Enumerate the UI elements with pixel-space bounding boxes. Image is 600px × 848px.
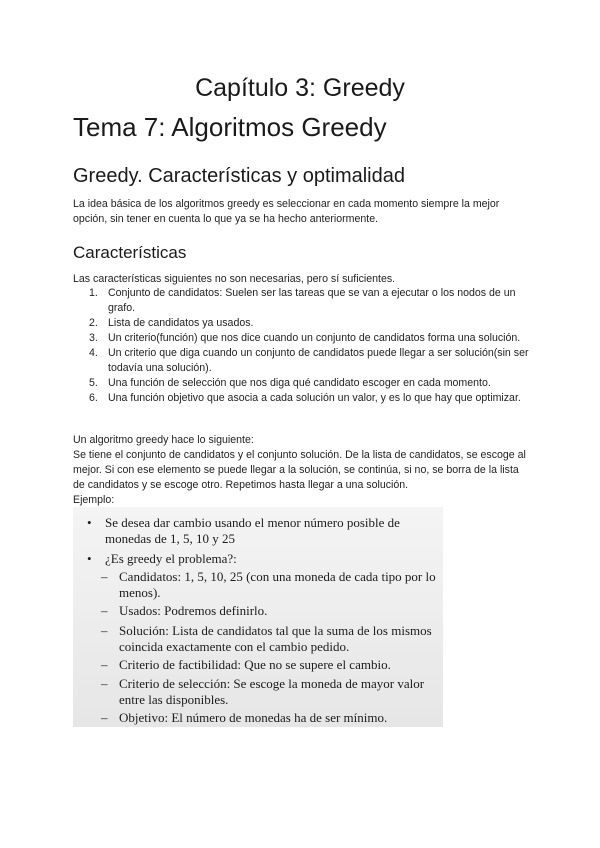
example-bullet-1-line-2: monedas de 1, 5, 10 y 25 (105, 531, 235, 546)
list-item-text: Conjunto de candidatos: Suelen ser las tareas que se van a ejecutar o los nodos de un grafo. (108, 287, 516, 314)
example-slide-image (73, 507, 443, 727)
features-list (73, 286, 533, 406)
features-subheading: Características (73, 243, 187, 262)
list-item-number: 2. (89, 317, 98, 329)
example-sub-3-line-2: coincida exactamente con el cambio pedido. (119, 639, 350, 654)
algorithm-intro-line: Un algoritmo greedy hace lo siguiente: (73, 434, 254, 446)
list-item (73, 376, 533, 391)
example-bullet-1-line-1: Se desea dar cambio usando el menor número posible de (105, 515, 400, 530)
bullet-icon: • (87, 515, 92, 530)
list-item-text: Un criterio que diga cuando un conjunto de candidatos puede llegar a ser solución(sin ser todavía una solución). (108, 347, 529, 374)
list-item-number: 3. (89, 332, 98, 344)
section-heading: Greedy. Características y optimalidad (73, 165, 405, 187)
list-item-text: Una función de selección que nos diga qué candidato escoger en cada momento. (108, 377, 491, 389)
list-item (73, 316, 533, 331)
list-item (73, 331, 533, 346)
list-item (73, 391, 533, 406)
dash-icon: – (101, 569, 108, 584)
list-item-number: 1. (89, 287, 98, 299)
intro-paragraph: La idea básica de los algoritmos greedy es seleccionar en cada momento siempre la mejor opción, sin tener en cuenta lo que ya se ha hecho anteriormente. (73, 198, 500, 225)
example-sub-1-line-2: menos). (119, 585, 161, 600)
dash-icon: – (101, 676, 108, 691)
example-sub-5-line-1: Criterio de selección: Se escoge la moneda de mayor valor (119, 676, 425, 691)
chapter-title: Capítulo 3: Greedy (195, 74, 405, 102)
list-item-text: Una función objetivo que asocia a cada solución un valor, y es lo que hay que optimizar. (108, 392, 521, 404)
example-sub-1-line-1: Candidatos: 1, 5, 10, 25 (con una moneda de cada tipo por lo (119, 569, 436, 584)
dash-icon: – (101, 623, 108, 638)
dash-icon: – (101, 710, 108, 725)
list-item (73, 286, 533, 316)
list-item-number: 5. (89, 377, 98, 389)
example-label: Ejemplo: (73, 494, 115, 506)
algorithm-description (73, 433, 533, 508)
example-sub-6: Objetivo: El número de monedas ha de ser mínimo. (119, 710, 388, 725)
example-sub-4: Criterio de factibilidad: Que no se supere el cambio. (119, 657, 391, 672)
list-item-text: Lista de candidatos ya usados. (108, 317, 254, 329)
list-item (73, 346, 533, 376)
example-sub-5-line-2: entre las disponibles. (119, 692, 229, 707)
example-bullet-2: ¿Es greedy el problema?: (105, 551, 237, 566)
list-item-text: Un criterio(función) que nos dice cuando un conjunto de candidatos forma una solución. (108, 332, 521, 344)
algorithm-paragraph: Se tiene el conjunto de candidatos y el conjunto solución. De la lista de candidatos, se escoge al mejor. Si con ese elemento se puede llegar a la solución, se continúa, si no, se borra de la lista de candidatos y se escoge otro. Repetimos hasta llegar a una solución. (73, 449, 526, 491)
example-sub-2: Usados: Podremos definirlo. (119, 603, 268, 618)
topic-title: Tema 7: Algoritmos Greedy (73, 112, 387, 142)
dash-icon: – (101, 603, 108, 618)
list-item-number: 6. (89, 392, 98, 404)
example-sub-3-line-1: Solución: Lista de candidatos tal que la suma de los mismos (119, 623, 432, 638)
bullet-icon: • (87, 551, 92, 566)
features-intro: Las características siguientes no son necesarias, pero sí suficientes. (73, 273, 396, 285)
list-item-number: 4. (89, 347, 98, 359)
dash-icon: – (101, 657, 108, 672)
